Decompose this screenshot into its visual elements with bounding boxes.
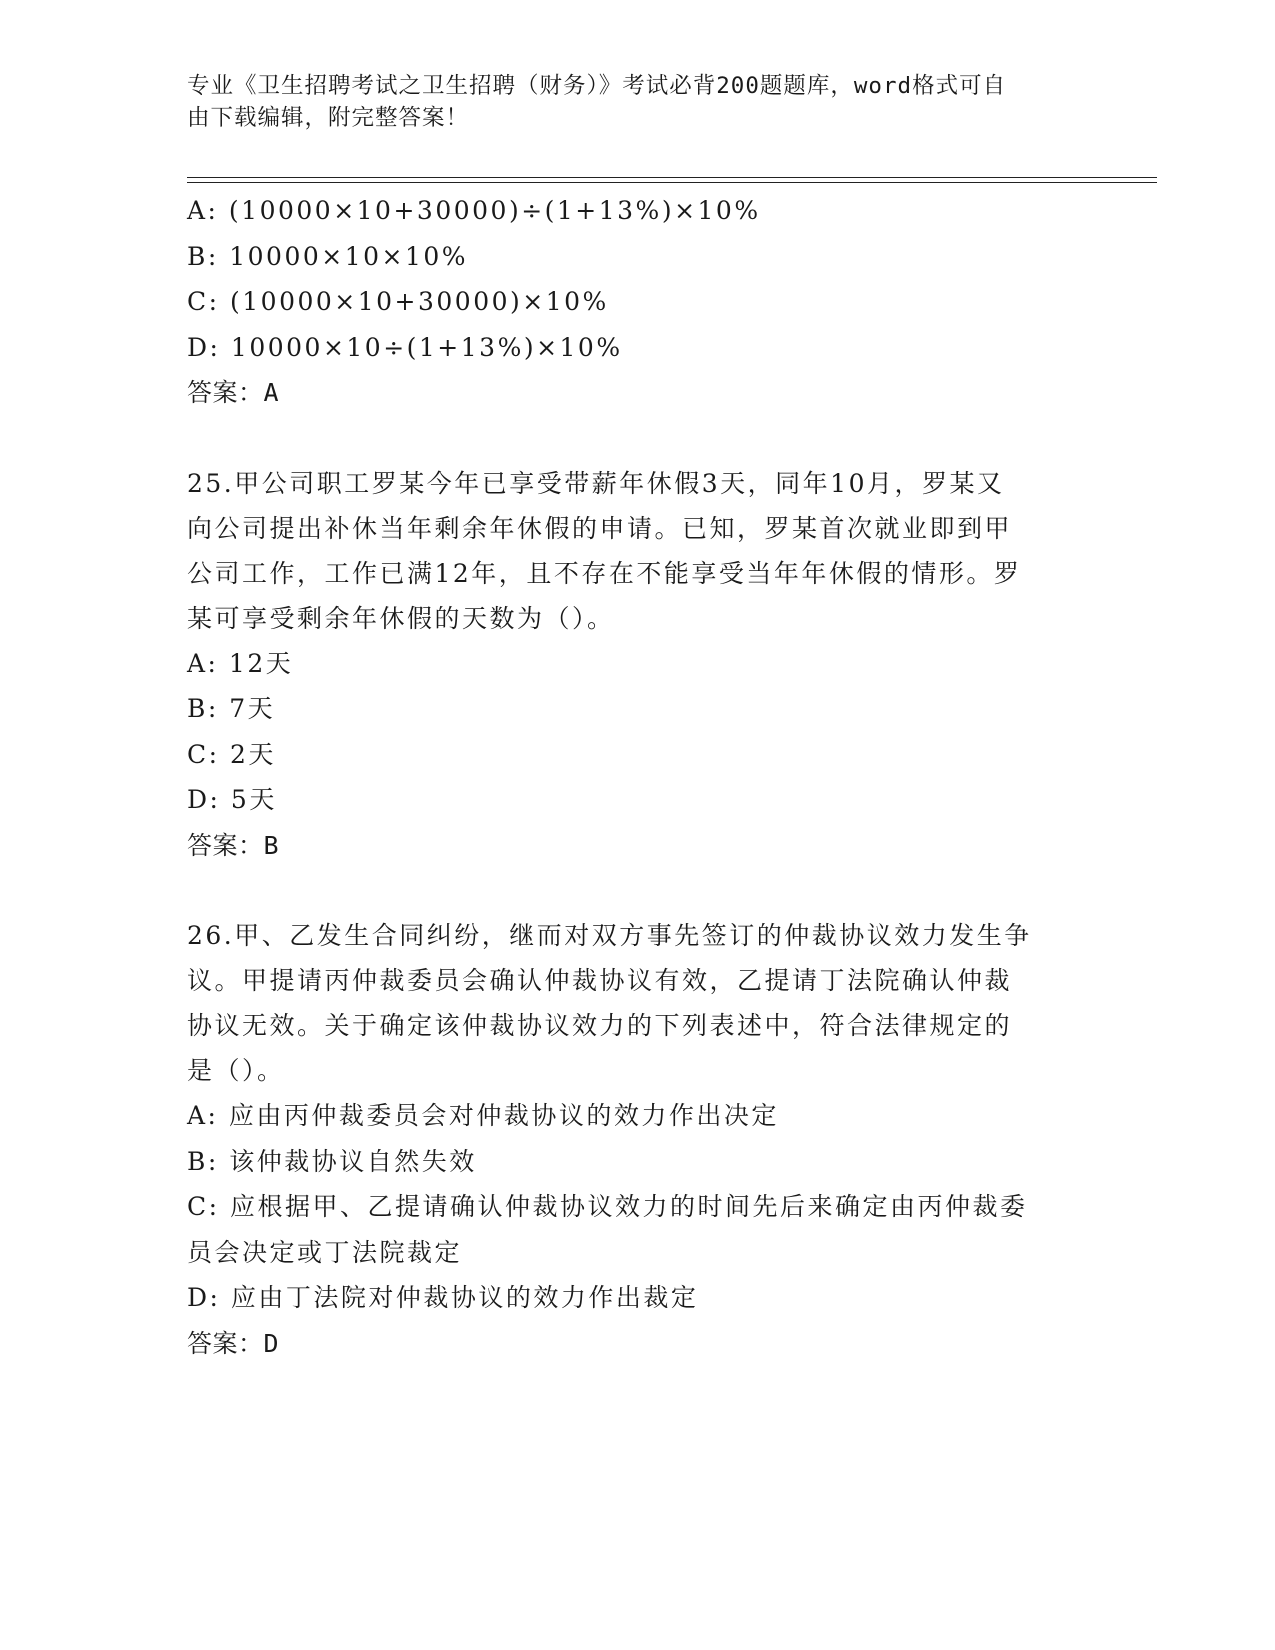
question-26 [187, 913, 1077, 1366]
question-stem-line: 25.甲公司职工罗某今年已享受带薪年休假3天，同年10月，罗某又 [187, 468, 1005, 498]
spacer [187, 868, 1077, 913]
document-header [187, 70, 1067, 134]
option-d: D: 10000×10÷(1+13%)×10% [187, 332, 623, 362]
header-divider-top [187, 177, 1157, 178]
question-stem-line: 某可享受剩余年休假的天数为（）。 [187, 603, 615, 633]
option-b: B: 10000×10×10% [187, 241, 469, 271]
option-c: C: 2天 [187, 739, 276, 769]
option-a: A: (10000×10+30000)÷(1+13%)×10% [187, 196, 761, 225]
option-c: C: (10000×10+30000)×10% [187, 287, 609, 316]
answer: 答案：A [187, 378, 280, 407]
option-b: B: 7天 [187, 694, 276, 723]
question-stem-line: 协议无效。关于确定该仲裁协议效力的下列表述中，符合法律规定的 [187, 1011, 1013, 1040]
spacer [187, 416, 1077, 461]
question-stem-line: 26.甲、乙发生合同纠纷，继而对双方事先签订的仲裁协议效力发生争 [187, 921, 1032, 950]
header-line-1: 专业《卫生招聘考试之卫生招聘（财务）》考试必背200题题库，word格式可自 [187, 73, 1007, 99]
option-a: A: 应由丙仲裁委员会对仲裁协议的效力作出决定 [187, 1101, 779, 1130]
answer: 答案：B [187, 830, 280, 860]
option-c: C: 应根据甲、乙提请确认仲裁协议效力的时间先后来确定由丙仲裁委 [187, 1192, 1028, 1221]
option-c-continued: 员会决定或丁法院裁定 [187, 1237, 463, 1267]
question-stem-line: 议。甲提请丙仲裁委员会确认仲裁协议有效，乙提请丁法院确认仲裁 [187, 966, 1013, 995]
option-b: B: 该仲裁协议自然失效 [187, 1146, 477, 1176]
question-25 [187, 461, 1077, 869]
question-stem-line: 是（）。 [187, 1056, 285, 1085]
question-24 [187, 188, 1077, 416]
option-d: D: 5天 [187, 785, 277, 814]
header-divider-bottom [187, 182, 1157, 183]
option-a: A: 12天 [187, 648, 294, 678]
document-body [187, 188, 1077, 1366]
option-d: D: 应由丁法院对仲裁协议的效力作出裁定 [187, 1283, 699, 1312]
answer: 答案：D [187, 1328, 280, 1358]
question-stem-line: 公司工作，工作已满12年，且不存在不能享受当年年休假的情形。罗 [187, 558, 1022, 588]
question-stem-line: 向公司提出补休当年剩余年休假的申请。已知，罗某首次就业即到甲 [187, 513, 1013, 543]
header-line-2: 由下载编辑，附完整答案！ [187, 105, 470, 131]
